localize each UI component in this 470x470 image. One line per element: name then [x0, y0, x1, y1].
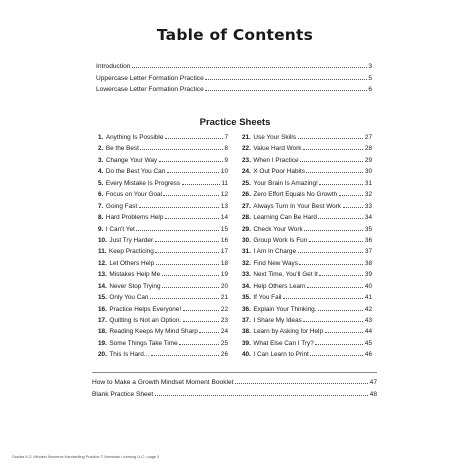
entry-number: 5.: [98, 179, 104, 187]
toc-entry[interactable]: [242, 339, 372, 350]
dot-leader: [156, 259, 220, 265]
entry-page-number: 48: [369, 390, 377, 398]
dot-leader: [165, 213, 220, 219]
entry-page-number: 15: [220, 225, 228, 233]
entry-page-number: 17: [220, 248, 228, 256]
entry-page-number: 40: [364, 282, 372, 290]
entry-label: Be the Best: [105, 145, 139, 153]
toc-entry[interactable]: [242, 316, 372, 327]
entry-label: Quitting Is Not an Option.: [109, 317, 182, 324]
entry-label: Some Things Take Time: [109, 339, 178, 347]
entry-label: This Is Hard...: [109, 351, 150, 359]
entry-page-number: 14: [220, 214, 228, 222]
dot-leader: [162, 282, 219, 288]
toc-entry[interactable]: [98, 202, 228, 213]
entry-page-number: 25: [220, 339, 228, 347]
dot-leader: [183, 305, 220, 311]
entry-page-number: 21: [220, 294, 228, 302]
entry-page-number: 33: [364, 202, 372, 210]
toc-entry[interactable]: [242, 293, 372, 304]
entry-number: 18.: [98, 328, 107, 336]
entry-page-number: 18: [220, 259, 228, 267]
toc-entry[interactable]: [242, 156, 372, 167]
toc-entry[interactable]: [242, 133, 372, 144]
toc-entry[interactable]: [242, 144, 372, 155]
entry-label: What Else Can I Try?: [253, 339, 314, 347]
practice-sheets-columns: [98, 133, 372, 362]
entry-page-number: 12: [220, 191, 228, 199]
toc-entry[interactable]: [98, 305, 228, 316]
entry-label: Zero Effort Equals No Growth: [253, 191, 338, 199]
entry-page-number: 30: [364, 168, 372, 176]
entry-number: 9.: [98, 225, 104, 233]
entry-label: Learning Can Be Hard: [253, 214, 317, 222]
toc-entry[interactable]: [98, 247, 228, 258]
entry-label: X Out Poor Habits: [253, 168, 305, 176]
entry-page-number: 29: [364, 156, 372, 164]
entry-page-number: 26: [220, 351, 228, 359]
entry-number: 25.: [242, 179, 251, 187]
entry-page-number: 28: [364, 145, 372, 153]
page-footer: Grades K-2: Mindset Moments Handwriting Practice © Newmark Learning LLC • page 2: [12, 455, 160, 459]
entry-page-number: 35: [364, 225, 372, 233]
entry-label: Do the Best You Can: [105, 168, 166, 176]
dot-leader: [235, 378, 368, 384]
dot-leader: [300, 156, 363, 162]
entry-page-number: 42: [364, 305, 372, 313]
entry-page-number: 3: [368, 63, 372, 70]
entry-label: Reading Keeps My Mind Sharp: [109, 328, 198, 336]
entry-number: 40.: [242, 351, 251, 359]
entry-label: Mistakes Help Me: [109, 271, 161, 279]
entry-label: Uppercase Letter Formation Practice: [96, 74, 204, 82]
entry-page-number: 38: [364, 259, 372, 267]
toc-list: [96, 62, 372, 97]
toc-entry[interactable]: [98, 270, 228, 281]
toc-entry[interactable]: [98, 133, 228, 144]
entry-label: Learn by Asking for Help: [253, 328, 324, 336]
entry-page-number: 19: [220, 271, 228, 279]
entry-label: Introduction: [96, 63, 131, 70]
entry-page-number: 41: [364, 294, 372, 302]
entry-number: 29.: [242, 225, 251, 233]
entry-number: 20.: [98, 351, 107, 359]
dot-leader: [136, 225, 219, 231]
dot-leader: [306, 167, 363, 173]
dot-leader: [165, 133, 223, 139]
entry-label: Change Your Way: [105, 156, 158, 164]
toc-entry[interactable]: [242, 259, 372, 270]
entry-page-number: 47: [369, 379, 377, 386]
practice-column-left: [98, 133, 228, 362]
entry-number: 33.: [242, 271, 251, 279]
entry-number: 15.: [98, 294, 107, 302]
toc-entry[interactable]: [98, 327, 228, 338]
entry-label: Just Try Harder: [109, 236, 154, 244]
toc-entry[interactable]: [98, 213, 228, 224]
entry-page-number: 34: [364, 214, 372, 222]
entry-page-number: 16: [220, 236, 228, 244]
entry-page-number: 45: [364, 339, 372, 347]
entry-label: I Share My Ideas: [253, 317, 302, 324]
toc-entry[interactable]: [98, 236, 228, 247]
entry-page-number: 36: [364, 236, 372, 244]
entry-label: Never Stop Trying: [109, 282, 161, 290]
dot-leader: [318, 305, 363, 311]
entry-number: 28.: [242, 214, 251, 222]
dot-leader: [155, 236, 220, 242]
toc-entry[interactable]: [242, 225, 372, 236]
entry-page-number: 13: [220, 202, 228, 210]
toc-entry[interactable]: [98, 293, 228, 304]
toc-entry[interactable]: [96, 74, 372, 86]
entry-label: Hard Problems Help: [105, 214, 164, 222]
entry-number: 39.: [242, 339, 251, 347]
entry-page-number: 22: [220, 305, 228, 313]
entry-page-number: 43: [364, 317, 372, 324]
entry-number: 1.: [98, 134, 104, 141]
entry-label: Focus on Your Goal: [105, 191, 162, 199]
dot-leader: [325, 327, 364, 333]
entry-page-number: 20: [220, 282, 228, 290]
entry-label: Explain Your Thinking.: [253, 305, 317, 313]
entry-page-number: 32: [364, 191, 372, 199]
dot-leader: [162, 270, 220, 276]
dot-leader: [159, 156, 223, 162]
toc-entry[interactable]: [98, 144, 228, 155]
appendix-list: [92, 372, 377, 401]
toc-entry[interactable]: [96, 85, 372, 97]
toc-entry[interactable]: [96, 62, 372, 74]
entry-page-number: 24: [220, 328, 228, 336]
toc-entry[interactable]: [98, 190, 228, 201]
toc-entry[interactable]: [98, 259, 228, 270]
dot-leader: [339, 190, 364, 196]
entry-label: Help Others Learn: [253, 282, 306, 290]
toc-entry[interactable]: [98, 339, 228, 350]
dot-leader: [139, 202, 220, 208]
entry-label: Every Mistake Is Progress: [105, 179, 181, 187]
toc-entry[interactable]: [98, 316, 228, 327]
dot-leader: [310, 350, 363, 356]
entry-number: 26.: [242, 191, 251, 199]
entry-number: 6.: [98, 191, 104, 199]
dot-leader: [150, 293, 219, 299]
toc-entry[interactable]: [242, 327, 372, 338]
entry-number: 17.: [98, 317, 107, 324]
dot-leader: [307, 282, 363, 288]
entry-label: Next Time, You'll Get It: [253, 271, 318, 279]
entry-page-number: 8: [224, 145, 228, 153]
dot-leader: [309, 236, 364, 242]
entry-number: 4.: [98, 168, 104, 176]
entry-number: 37.: [242, 317, 251, 324]
dot-leader: [205, 85, 367, 91]
entry-page-number: 10: [220, 168, 228, 176]
toc-entry[interactable]: [92, 378, 377, 390]
entry-page-number: 5: [368, 74, 372, 82]
entry-number: 10.: [98, 236, 107, 244]
entry-label: Only You Can: [109, 294, 149, 302]
dot-leader: [319, 179, 363, 185]
entry-number: 24.: [242, 168, 251, 176]
entry-number: 14.: [98, 282, 107, 290]
entry-page-number: 23: [220, 317, 228, 324]
dot-leader: [140, 144, 223, 150]
dot-leader: [182, 179, 220, 185]
toc-entry[interactable]: [98, 225, 228, 236]
entry-label: Practice Helps Everyone!: [109, 305, 182, 313]
entry-number: 12.: [98, 259, 107, 267]
entry-label: Keep Practicing: [109, 248, 154, 256]
toc-entry[interactable]: [242, 167, 372, 178]
entry-number: 30.: [242, 236, 251, 244]
entry-label: Blank Practice Sheet: [92, 390, 154, 398]
entry-number: 2.: [98, 145, 104, 153]
entry-number: 31.: [242, 248, 251, 256]
entry-label: I Can't Yet: [105, 225, 135, 233]
toc-entry[interactable]: [242, 179, 372, 190]
entry-label: Group Work Is Fun: [253, 236, 308, 244]
toc-entry[interactable]: [242, 202, 372, 213]
dot-leader: [299, 259, 363, 265]
page-title: Table of Contents: [156, 26, 314, 44]
entry-label: If You Fail: [253, 294, 282, 302]
entry-number: 16.: [98, 305, 107, 313]
toc-entry[interactable]: [98, 167, 228, 178]
dot-leader: [163, 190, 219, 196]
entry-label: Always Turn In Your Best Work: [253, 202, 342, 210]
entry-page-number: 27: [364, 134, 372, 141]
entry-label: Check Your Work: [253, 225, 303, 233]
entry-page-number: 6: [368, 86, 372, 93]
dot-leader: [132, 62, 367, 68]
practice-sheets-title: Practice Sheets: [199, 117, 271, 128]
entry-label: Your Brain Is Amazing!: [253, 179, 318, 187]
entry-label: When I Practice: [253, 156, 299, 164]
entry-number: 23.: [242, 156, 251, 164]
entry-label: Anything Is Possible: [105, 134, 164, 141]
dot-leader: [179, 339, 219, 345]
dot-leader: [199, 327, 219, 333]
toc-entry[interactable]: [98, 282, 228, 293]
entry-number: 3.: [98, 156, 104, 164]
entry-number: 21.: [242, 134, 251, 141]
entry-number: 32.: [242, 259, 251, 267]
entry-label: Going Fast: [105, 202, 138, 210]
entry-page-number: 9: [224, 156, 228, 164]
dot-leader: [151, 350, 220, 356]
dot-leader: [155, 390, 368, 396]
entry-number: 35.: [242, 294, 251, 302]
dot-leader: [183, 316, 220, 322]
toc-entry[interactable]: [92, 390, 377, 402]
toc-entry[interactable]: [242, 213, 372, 224]
toc-entry[interactable]: [242, 282, 372, 293]
entry-page-number: 7: [224, 134, 228, 141]
dot-leader: [315, 339, 363, 345]
dot-leader: [303, 316, 363, 322]
entry-label: How to Make a Growth Mindset Moment Booklet: [92, 379, 234, 386]
entry-page-number: 31: [364, 179, 372, 187]
dot-leader: [298, 133, 364, 139]
entry-label: Value Hard Work: [253, 145, 302, 153]
dot-leader: [155, 247, 219, 253]
dot-leader: [304, 225, 363, 231]
entry-page-number: 37: [364, 248, 372, 256]
entry-number: 19.: [98, 339, 107, 347]
entry-number: 22.: [242, 145, 251, 153]
entry-label: Lowercase Letter Formation Practice: [96, 86, 204, 93]
dot-leader: [303, 144, 363, 150]
toc-entry[interactable]: [242, 305, 372, 316]
toc-entry[interactable]: [98, 350, 228, 361]
toc-entry[interactable]: [242, 270, 372, 281]
entry-number: 11.: [98, 248, 107, 256]
entry-number: 36.: [242, 305, 251, 313]
toc-entry[interactable]: [98, 179, 228, 190]
entry-number: 7.: [98, 202, 104, 210]
dot-leader: [343, 202, 364, 208]
entry-label: I Am In Charge: [253, 248, 297, 256]
toc-entry[interactable]: [98, 156, 228, 167]
entry-page-number: 11: [221, 179, 228, 187]
toc-entry[interactable]: [242, 190, 372, 201]
dot-leader: [298, 247, 364, 253]
toc-entry[interactable]: [242, 350, 372, 361]
entry-number: 8.: [98, 214, 104, 222]
entry-number: 38.: [242, 328, 251, 336]
entry-page-number: 44: [364, 328, 372, 336]
entry-number: 13.: [98, 271, 107, 279]
dot-leader: [283, 293, 363, 299]
practice-column-right: [242, 133, 372, 362]
dot-leader: [205, 74, 367, 80]
toc-entry[interactable]: [242, 247, 372, 258]
entry-label: Use Your Skills: [253, 134, 297, 141]
entry-label: Let Others Help: [109, 259, 155, 267]
entry-number: 34.: [242, 282, 251, 290]
dot-leader: [318, 213, 363, 219]
dot-leader: [319, 270, 363, 276]
entry-page-number: 39: [364, 271, 372, 279]
entry-number: 27.: [242, 202, 251, 210]
entry-label: I Can Learn to Print: [253, 351, 309, 359]
entry-page-number: 46: [364, 351, 372, 359]
dot-leader: [167, 167, 220, 173]
toc-entry[interactable]: [242, 236, 372, 247]
entry-label: Find New Ways: [253, 259, 298, 267]
